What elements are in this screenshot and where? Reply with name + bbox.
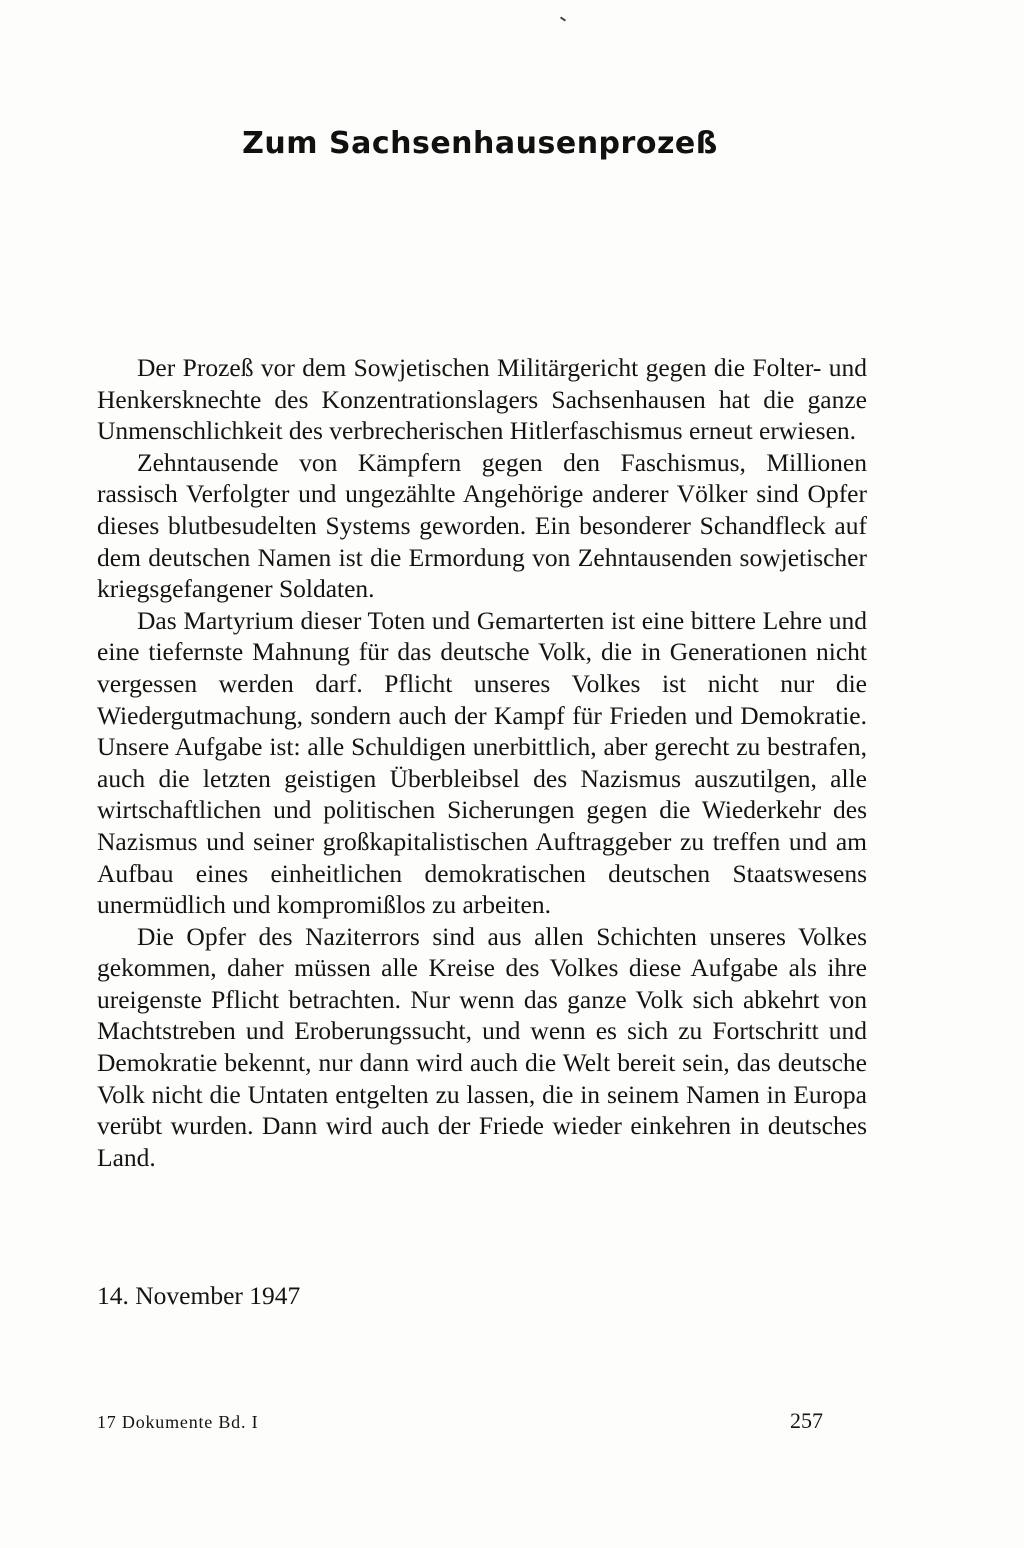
page-title: Zum Sachsenhausenprozeß (242, 126, 718, 161)
paragraph-1: Der Prozeß vor dem Sowjetischen Militärgericht gegen die Folter- und Henkersknechte des Konzentrationslagers Sachsenhausen hat die ganze Unmenschlichkeit des verbrecherischen Hitlerfaschismus erneut erwiesen. (97, 353, 867, 446)
document-date: 14. November 1947 (97, 1281, 301, 1310)
page-number: 257 (790, 1408, 823, 1433)
article-body (97, 352, 867, 1173)
print-speck (560, 16, 566, 21)
paragraph-3: Das Martyrium dieser Toten und Gemarterten ist eine bittere Lehre und eine tiefernste Mahnung für das deutsche Volk, die in Generationen nicht vergessen werden darf. Pflicht unseres Volkes ist nicht nur die Wiedergutmachung, sondern auch der Kampf für Frieden und Demokratie. Unsere Aufgabe ist: alle Schuldigen unerbittlich, aber gerecht zu bestrafen, auch die letzten geistigen Überbleibsel des Nazismus auszutilgen, alle wirtschaftlichen und politischen Sicherungen gegen die Wiederkehr des Nazismus und seiner großkapitalistischen Auftraggeber zu treffen und am Aufbau eines einheitlichen demokratischen deutschen Staatswesens unermüdlich und kompromißlos zu arbeiten. (97, 605, 867, 920)
footer-signature: 17 Dokumente Bd. I (97, 1412, 259, 1432)
page-footer (97, 1408, 823, 1436)
paragraph-4: Die Opfer des Naziterrors sind aus allen Schichten unseres Volkes gekommen, daher müssen alle Kreise des Volkes diese Aufgabe als ihre ureigenste Pflicht betrachten. Nur wenn das ganze Volk sich abkehrt von Machtstreben und Eroberungssucht, und wenn es sich zu Fortschritt und Demokratie bekennt, nur dann wird auch die Welt bereit sein, das deutsche Volk nicht die Untaten entgelten zu lassen, die in seinem Namen in Europa verübt wurden. Dann wird auch der Friede wieder einkehren in deutsches Land. (97, 921, 867, 1172)
paragraph-2: Zehntausende von Kämpfern gegen den Faschismus, Millionen rassisch Verfolgter und ungezählte Angehörige anderer Völker sind Opfer dieses blutbesudelten Systems geworden. Ein besonderer Schandfleck auf dem deutschen Namen ist die Ermordung von Zehntausenden sowjetischer kriegsgefangener Soldaten. (97, 447, 867, 604)
